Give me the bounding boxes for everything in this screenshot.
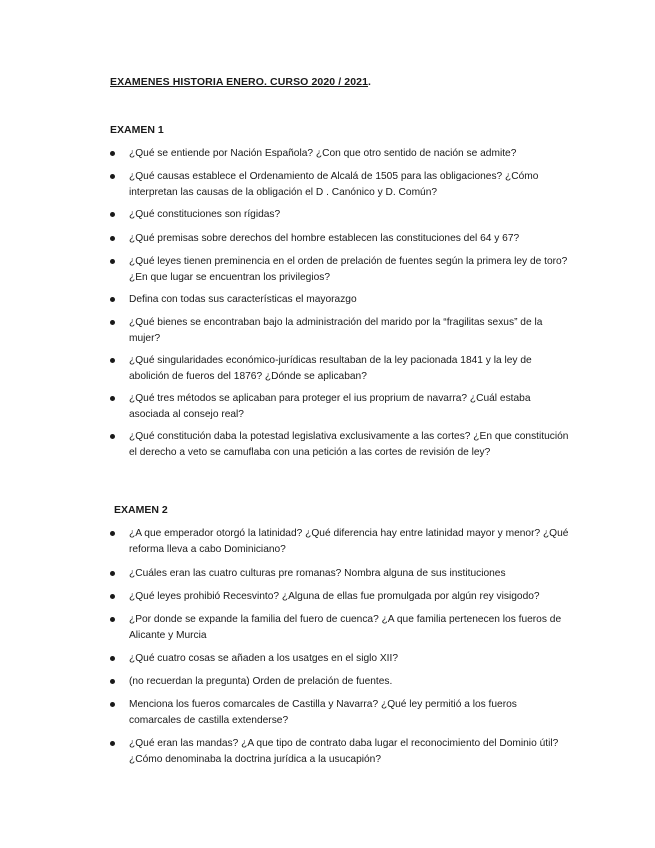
question-text: ¿Qué causas establece el Ordenamiento de Alcalá de 1505 para las obligaciones? ¿Cómo interpretan las causas de la obligación el D . Canónico y D. Común? xyxy=(129,171,539,198)
bullet-icon xyxy=(110,741,115,746)
question-text: Menciona los fueros comarcales de Castilla y Navarra? ¿Qué ley permitió a los fueros comarcales de castilla extenderse? xyxy=(129,699,517,726)
document-title xyxy=(110,76,371,88)
question-text: ¿Qué constitución daba la potestad legislativa exclusivamente a las cortes? ¿En que constitución el derecho a veto se camuflaba con una petición a las cortes de revisión de ley? xyxy=(129,431,569,458)
bullet-icon xyxy=(110,236,115,241)
question-text: Defina con todas sus características el mayorazgo xyxy=(129,294,357,305)
bullet-icon xyxy=(110,594,115,599)
bullet-icon xyxy=(110,702,115,707)
document-title-period: . xyxy=(368,76,372,88)
bullet-icon xyxy=(110,259,115,264)
question-text: ¿Qué singularidades económico-jurídicas resultaban de la ley pacionada 1841 y la ley de abolición de fueros del 1876? ¿Dónde se aplicaban? xyxy=(129,355,532,382)
question-text: ¿Qué leyes tienen preminencia en el orden de prelación de fuentes según la primera ley de toro? ¿En que lugar se encuentran los privilegios? xyxy=(129,256,568,283)
bullet-icon xyxy=(110,679,115,684)
question-text: ¿Qué tres métodos se aplicaban para proteger el ius proprium de navarra? ¿Cuál estaba asociada al consejo real? xyxy=(129,393,531,420)
bullet-icon xyxy=(110,396,115,401)
bullet-icon xyxy=(110,358,115,363)
bullet-icon xyxy=(110,531,115,536)
bullet-icon xyxy=(110,297,115,302)
bullet-icon xyxy=(110,434,115,439)
bullet-icon xyxy=(110,174,115,179)
bullet-icon xyxy=(110,656,115,661)
bullet-icon xyxy=(110,151,115,156)
exam-2-heading: EXAMEN 2 xyxy=(114,504,168,516)
question-text: ¿Qué premisas sobre derechos del hombre establecen las constituciones del 64 y 67? xyxy=(129,233,520,244)
question-text: ¿Por donde se expande la familia del fuero de cuenca? ¿A que familia pertenecen los fueros de Alicante y Murcia xyxy=(129,614,562,641)
question-text: ¿Qué bienes se encontraban bajo la administración del marido por la “fragilitas sexus” de la mujer? xyxy=(129,317,543,344)
bullet-icon xyxy=(110,212,115,217)
document-title-text: EXAMENES HISTORIA ENERO. CURSO 2020 / 2021 xyxy=(110,76,369,88)
question-text: ¿A que emperador otorgó la latinidad? ¿Qué diferencia hay entre latinidad mayor y menor? ¿Qué reforma lleva a cabo Dominiciano? xyxy=(129,528,569,555)
question-text: ¿Cuáles eran las cuatro culturas pre romanas? Nombra alguna de sus instituciones xyxy=(129,568,506,579)
bullet-icon xyxy=(110,320,115,325)
bullet-icon xyxy=(110,617,115,622)
exam-1-heading: EXAMEN 1 xyxy=(110,124,164,136)
question-text: ¿Qué constituciones son rígidas? xyxy=(129,209,281,220)
question-text: ¿Qué se entiende por Nación Española? ¿Con que otro sentido de nación se admite? xyxy=(129,148,517,159)
question-text: ¿Qué cuatro cosas se añaden a los usatges en el siglo XII? xyxy=(129,653,398,664)
question-text: ¿Qué eran las mandas? ¿A que tipo de contrato daba lugar el reconocimiento del Dominio útil? ¿Cómo denominaba la doctrina jurídica a la usucapión? xyxy=(129,738,559,765)
question-text: (no recuerdan la pregunta) Orden de prelación de fuentes. xyxy=(129,676,393,687)
bullet-icon xyxy=(110,571,115,576)
question-text: ¿Qué leyes prohibió Recesvinto? ¿Alguna de ellas fue promulgada por algún rey visigodo? xyxy=(129,591,540,602)
